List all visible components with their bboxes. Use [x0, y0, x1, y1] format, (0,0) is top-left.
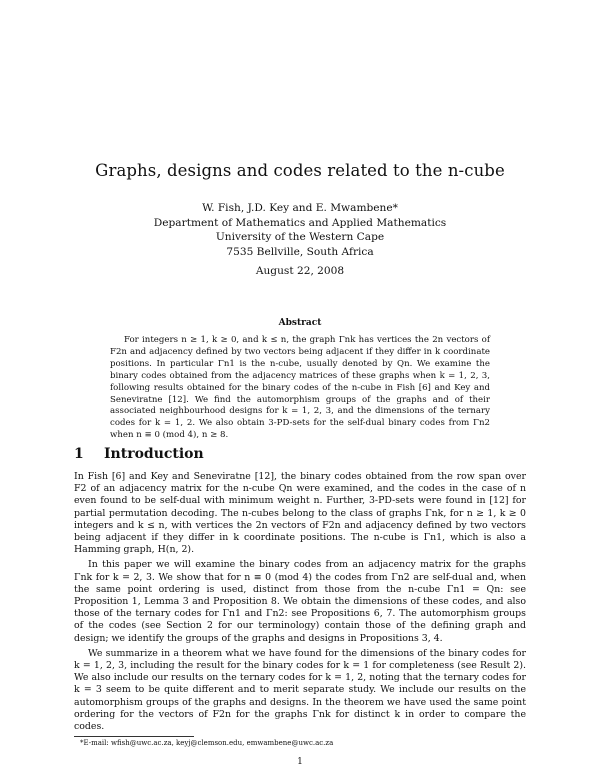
footnote-rule	[74, 736, 194, 737]
affiliation-department: Department of Mathematics and Applied Mathematics	[153, 216, 447, 229]
abstract-text: For integers n ≥ 1, k ≥ 0, and k ≤ n, the graph Γnk has vertices the 2n vectors of F2n and adjacency defined by two vectors being adjacent if they differ in k coordinate positions. In particular Γn1 is the n-cube, usually denoted by Qn. We examine the binary codes obtained from the adjacency matrices of these graphs when k = 1, 2, 3, following results obtained for the binary codes of the n-cube in Fish [6] and Key and Seneviratne [12]. We find the automorphism groups of the graphs and of their associated neighbourhood designs for k = 1, 2, 3, and the dimensions of the ternary codes for k = 1, 2. We also obtain 3-PD-sets for the self-dual binary codes from Γn2 when n ≡ 0 (mod 4), n ≥ 8.	[110, 335, 490, 441]
paragraph: In Fish [6] and Key and Seneviratne [12], the binary codes obtained from the row span over F2 of an adjacency matrix for the n-cube Qn were examined, and the codes in the case of n even found to be self-dual with minimum weight n. Further, 3-PD-sets were found in [12] for partial permutation decoding. The n-cubes belong to the class of graphs Γnk, for n ≥ 1, k ≥ 0 integers and k ≤ n, with vertices the 2n vectors of F2n and adjacency defined by two vectors being adjacent if they differ in k coordinate positions. The n-cube is Γn1, which is also a Hamming graph, H(n, 2).	[74, 471, 526, 556]
affiliation-address: 7535 Bellville, South Africa	[226, 246, 374, 259]
section-title: Introduction	[104, 446, 204, 462]
author-block	[0, 201, 600, 260]
section-heading	[74, 446, 204, 462]
page-number: 1	[297, 757, 303, 767]
paragraph: We summarize in a theorem what we have found for the dimensions of the binary codes for k = 1, 2, 3, including the result for the binary codes for k = 1 for completeness (see Result 2). We also include our results on the ternary codes for k = 1, 2, noting that the ternary codes for k = 3 seem to be quite different and to merit separate study. We include our results on the automorphism groups of the graphs and designs. In the theorem we have used the same point ordering for the vectors of F2n for the graphs Γnk for distinct k in order to compare the codes.	[74, 647, 526, 733]
abstract-body	[110, 335, 490, 442]
affiliation-university: University of the Western Cape	[215, 231, 385, 244]
paragraph: In this paper we will examine the binary codes from an adjacency matrix for the graphs Γnk for k = 2, 3. We show that for n ≡ 0 (mod 4) the codes from Γn2 are self-dual and, when the same point ordering is used, distinct from those from the n-cube Γn1 = Qn: see Proposition 1, Lemma 3 and Proposition 8. We obtain the dimensions of these codes, and also those of the ternary codes for Γn1 and Γn2: see Propositions 6, 7. The automorphism groups of the codes (see Section 2 for our terminology) contain those of the defining graph and design; we identify the groups of the graphs and designs in Propositions 3, 4.	[74, 559, 526, 644]
abstract-heading: Abstract	[278, 318, 322, 328]
footnote-email: *E-mail: wfish@uwc.ac.za, keyj@clemson.edu, emwambene@uwc.ac.za	[80, 739, 334, 747]
paper-title: Graphs, designs and codes related to the n-cube	[95, 161, 505, 180]
section-body	[74, 471, 526, 736]
section-number: 1	[74, 446, 84, 462]
paper-date: August 22, 2008	[255, 265, 345, 277]
author-names: W. Fish, J.D. Key and E. Mwambene*	[202, 202, 398, 214]
